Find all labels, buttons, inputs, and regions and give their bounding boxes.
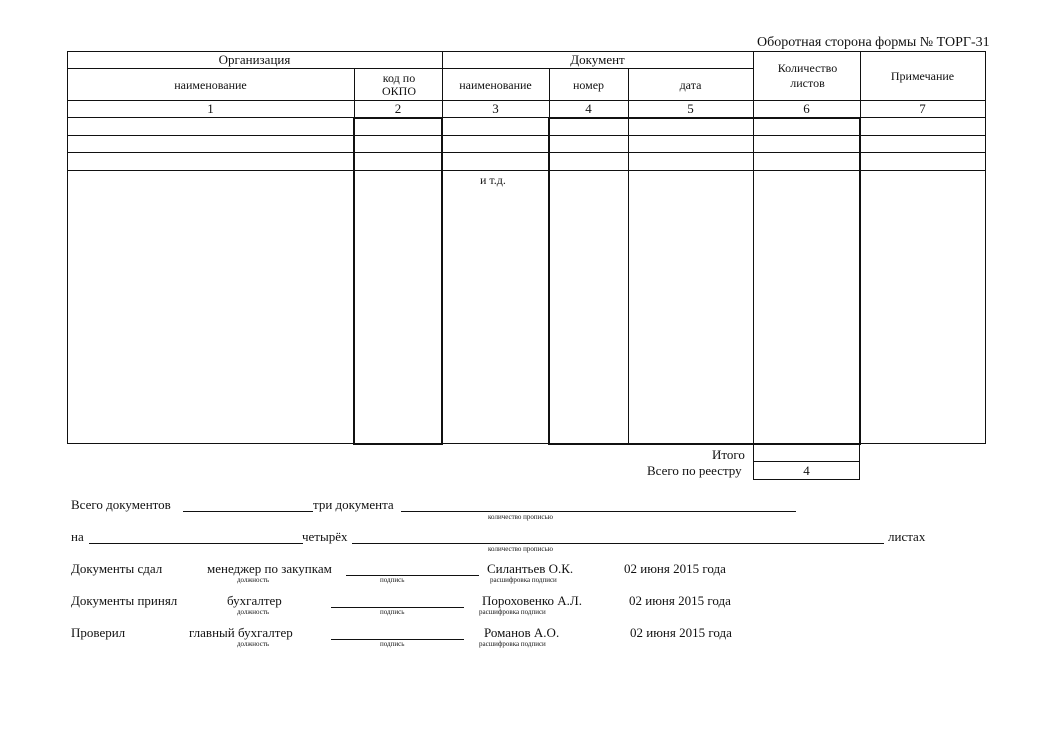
caption-decoding: расшифровка подписи [479, 608, 546, 616]
signature-name: Силантьев О.К. [487, 561, 574, 576]
column-number: 7 [919, 101, 926, 116]
registry-value-cell: 4 [753, 461, 860, 480]
documents-underline [183, 511, 313, 512]
signature-role: Документы принял [71, 593, 178, 608]
header-org-name: наименование [174, 77, 247, 92]
header-doc-name: наименование [459, 77, 532, 92]
caption-in-words: количество прописью [488, 513, 553, 521]
caption-decoding: расшифровка подписи [479, 640, 546, 648]
header-doc-date: дата [679, 77, 702, 92]
header-organization: Организация [218, 52, 291, 67]
signature-position: менеджер по закупкам [207, 561, 332, 576]
caption-position: должность [237, 640, 270, 648]
signature-position: бухгалтер [227, 593, 282, 608]
documents-value: три документа [313, 497, 394, 512]
sheets-value: четырёх [302, 529, 348, 544]
sheets-underline [89, 543, 303, 544]
document-column-frame [548, 117, 861, 445]
form-title: Оборотная сторона формы № ТОРГ-31 [757, 35, 990, 50]
etc-text: и т.д. [480, 173, 506, 187]
column-number: 2 [394, 101, 402, 116]
signature-date: 02 июня 2015 года [630, 625, 732, 640]
column-number: 1 [207, 101, 214, 116]
okpo-column-frame [353, 117, 443, 445]
itogo-label: Итого [712, 447, 745, 462]
table-border-right [985, 51, 986, 444]
signature-position: главный бухгалтер [189, 625, 293, 640]
header-org-okpo: код по ОКПО [381, 70, 416, 98]
sheets-words-underline [352, 543, 884, 544]
on-label: на [71, 529, 84, 544]
caption-signature: подпись [380, 576, 405, 584]
column-number: 6 [803, 101, 810, 116]
signature-line [346, 575, 479, 576]
itogo-value-cell [753, 444, 860, 462]
caption-decoding: расшифровка подписи [490, 576, 557, 584]
registry-label: Всего по реестру [647, 463, 742, 478]
signature-date: 02 июня 2015 года [624, 561, 726, 576]
column-number: 4 [585, 101, 592, 116]
signature-role: Проверил [71, 625, 126, 640]
caption-signature: подпись [380, 640, 405, 648]
column-number: 5 [687, 101, 694, 116]
header-note: Примечание [890, 69, 955, 83]
header-sheet-count: Количество листов [777, 61, 838, 90]
signature-name: Романов А.О. [484, 625, 560, 640]
signature-name: Пороховенко А.Л. [482, 593, 582, 608]
caption-position: должность [237, 576, 270, 584]
header-document: Документ [570, 52, 625, 67]
signature-role: Документы сдал [71, 561, 163, 576]
sheets-suffix: листах [888, 529, 926, 544]
header-doc-number: номер [572, 77, 605, 92]
signature-date: 02 июня 2015 года [629, 593, 731, 608]
caption-signature: подпись [380, 608, 405, 616]
documents-label: Всего документов [71, 497, 171, 512]
caption-position: должность [237, 608, 270, 616]
caption-in-words: количество прописью [488, 545, 553, 553]
column-number: 3 [492, 101, 499, 116]
documents-words-underline [401, 511, 796, 512]
